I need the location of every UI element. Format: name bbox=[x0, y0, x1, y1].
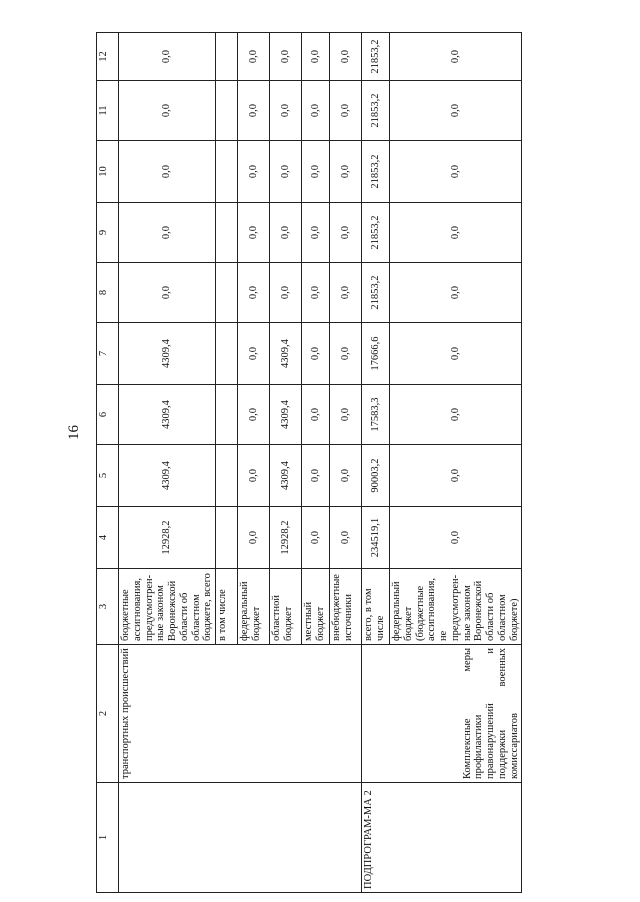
cell-empty bbox=[216, 81, 238, 141]
header-col-3: 3 bbox=[97, 569, 119, 645]
cell-value: 0,0 bbox=[238, 203, 270, 263]
subprogram-name: Комплексные меры профилактики правонарушений и поддержки военных комиссариатов bbox=[362, 645, 522, 783]
subprogram-title: ПОДПРОГРАМ-МА 2 bbox=[362, 783, 522, 893]
budget-table bbox=[96, 32, 522, 893]
header-col-9: 9 bbox=[97, 203, 119, 263]
cell-value: 0,0 bbox=[302, 507, 330, 569]
header-col-8: 8 bbox=[97, 263, 119, 323]
cell-value: 234519,1 bbox=[362, 507, 390, 569]
table-row bbox=[119, 33, 216, 893]
cell-value: 21853,2 bbox=[362, 33, 390, 81]
cell-empty bbox=[216, 33, 238, 81]
cell-value: 0,0 bbox=[270, 33, 302, 81]
cell-value: 0,0 bbox=[238, 445, 270, 507]
cell-empty bbox=[216, 507, 238, 569]
cell-value: 0,0 bbox=[390, 507, 522, 569]
cell-value: 0,0 bbox=[390, 81, 522, 141]
row-label: местный бюджет bbox=[302, 569, 330, 645]
cell-value: 0,0 bbox=[270, 81, 302, 141]
cell-value: 0,0 bbox=[270, 203, 302, 263]
cell-value: 0,0 bbox=[119, 81, 216, 141]
rotated-table-page bbox=[96, 33, 518, 893]
cell-empty bbox=[216, 203, 238, 263]
cell-value: 0,0 bbox=[270, 141, 302, 203]
header-col-10: 10 bbox=[97, 141, 119, 203]
cell-value: 0,0 bbox=[390, 33, 522, 81]
cell-value: 0,0 bbox=[119, 33, 216, 81]
cell-value: 4309,4 bbox=[119, 323, 216, 385]
cell-value: 0,0 bbox=[302, 323, 330, 385]
cell-value: 4309,4 bbox=[270, 445, 302, 507]
cont-col1-cell bbox=[119, 783, 362, 893]
cell-value: 0,0 bbox=[238, 33, 270, 81]
cell-value: 17583,3 bbox=[362, 385, 390, 445]
header-col-1: 1 bbox=[97, 783, 119, 893]
cell-value: 0,0 bbox=[119, 141, 216, 203]
cell-value: 4309,4 bbox=[270, 385, 302, 445]
row-label: в том числе bbox=[216, 569, 238, 645]
cont-measure-name: транспортных происшествий bbox=[119, 645, 362, 783]
header-col-2: 2 bbox=[97, 645, 119, 783]
cell-value: 21853,2 bbox=[362, 263, 390, 323]
cell-value: 0,0 bbox=[330, 445, 362, 507]
cell-value: 21853,2 bbox=[362, 203, 390, 263]
header-col-7: 7 bbox=[97, 323, 119, 385]
cell-value: 0,0 bbox=[119, 263, 216, 323]
cell-value: 0,0 bbox=[390, 385, 522, 445]
cell-value: 0,0 bbox=[302, 141, 330, 203]
row-label: федеральный бюджет (бюджетные ассигнования, не предусмотрен-ные законом Воронежской области об областном бюджете) bbox=[390, 569, 522, 645]
cell-value: 0,0 bbox=[330, 203, 362, 263]
cell-value: 0,0 bbox=[119, 203, 216, 263]
cell-value: 0,0 bbox=[302, 445, 330, 507]
table-row bbox=[362, 33, 390, 893]
row-label: бюджетные ассигнования, предусмотрен-ные законом Воронежской области об областном бюджете, всего bbox=[119, 569, 216, 645]
cell-value: 21853,2 bbox=[362, 81, 390, 141]
cell-value: 17666,6 bbox=[362, 323, 390, 385]
header-col-11: 11 bbox=[97, 81, 119, 141]
cell-value: 4309,4 bbox=[270, 323, 302, 385]
cell-value: 4309,4 bbox=[119, 385, 216, 445]
header-col-5: 5 bbox=[97, 445, 119, 507]
cell-value: 0,0 bbox=[390, 323, 522, 385]
row-label: областной бюджет bbox=[270, 569, 302, 645]
cell-empty bbox=[216, 445, 238, 507]
cell-value: 0,0 bbox=[390, 445, 522, 507]
cell-empty bbox=[216, 385, 238, 445]
cell-value: 0,0 bbox=[302, 263, 330, 323]
cell-value: 12928,2 bbox=[119, 507, 216, 569]
cell-value: 0,0 bbox=[330, 33, 362, 81]
header-col-6: 6 bbox=[97, 385, 119, 445]
cell-value: 0,0 bbox=[302, 385, 330, 445]
cell-empty bbox=[216, 263, 238, 323]
cell-value: 0,0 bbox=[330, 141, 362, 203]
header-row bbox=[97, 33, 119, 893]
cell-value: 21853,2 bbox=[362, 141, 390, 203]
cell-value: 0,0 bbox=[330, 507, 362, 569]
row-label: всего, в том числе bbox=[362, 569, 390, 645]
header-col-12: 12 bbox=[97, 33, 119, 81]
cell-value: 0,0 bbox=[330, 81, 362, 141]
cell-value: 0,0 bbox=[330, 323, 362, 385]
cell-value: 0,0 bbox=[238, 385, 270, 445]
cell-empty bbox=[216, 323, 238, 385]
cell-empty bbox=[216, 141, 238, 203]
cell-value: 0,0 bbox=[390, 263, 522, 323]
cell-value: 0,0 bbox=[390, 141, 522, 203]
cell-value: 0,0 bbox=[238, 81, 270, 141]
cell-value: 0,0 bbox=[302, 203, 330, 263]
cell-value: 0,0 bbox=[330, 385, 362, 445]
page-number: 16 bbox=[66, 425, 82, 440]
cell-value: 0,0 bbox=[302, 81, 330, 141]
cell-value: 0,0 bbox=[238, 141, 270, 203]
row-label: федеральный бюджет bbox=[238, 569, 270, 645]
cell-value: 0,0 bbox=[238, 507, 270, 569]
cell-value: 90003,2 bbox=[362, 445, 390, 507]
cell-value: 0,0 bbox=[238, 323, 270, 385]
cell-value: 0,0 bbox=[330, 263, 362, 323]
cell-value: 4309,4 bbox=[119, 445, 216, 507]
cell-value: 12928,2 bbox=[270, 507, 302, 569]
row-label: внебюджетные источники bbox=[330, 569, 362, 645]
cell-value: 0,0 bbox=[390, 203, 522, 263]
cell-value: 0,0 bbox=[302, 33, 330, 81]
header-col-4: 4 bbox=[97, 507, 119, 569]
cell-value: 0,0 bbox=[238, 263, 270, 323]
cell-value: 0,0 bbox=[270, 263, 302, 323]
